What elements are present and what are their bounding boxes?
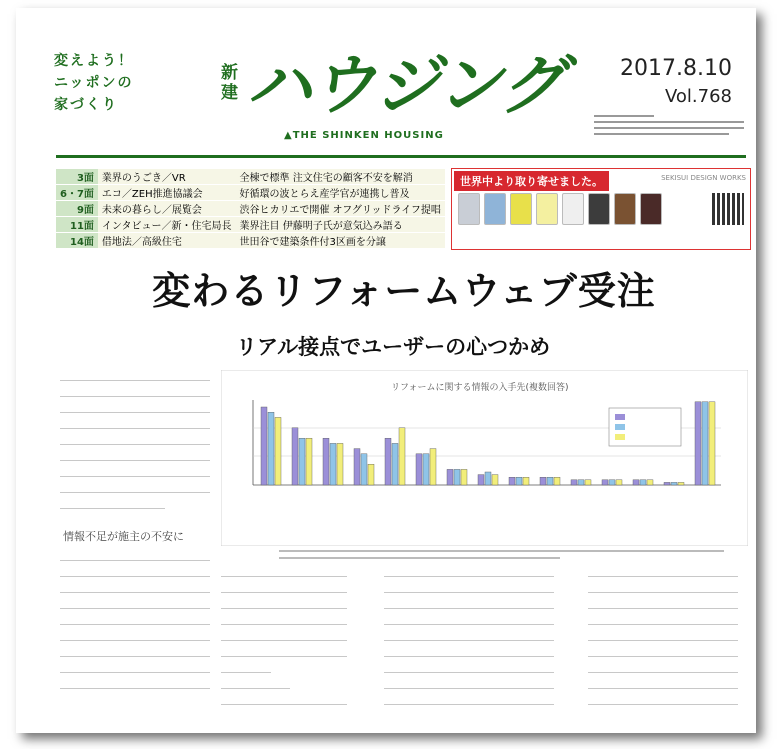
chart-bar: [299, 438, 305, 485]
chart-bar: [354, 449, 360, 485]
toc-section: インタビュー／新・住宅局長: [98, 217, 236, 233]
masthead-rule: [56, 155, 746, 158]
chart-bar: [399, 428, 405, 485]
chart-bar: [709, 402, 715, 485]
chart-bar: [578, 480, 584, 485]
chart-bar: [461, 469, 467, 485]
ad-product-row: [458, 193, 666, 227]
chart-bar: [337, 443, 343, 485]
toc-page: 11面: [56, 217, 98, 233]
toc-section: 未来の暮らし／展覧会: [98, 201, 236, 217]
ad-title: 世界中より取り寄せました。: [454, 171, 609, 191]
chart-bar: [640, 480, 646, 485]
chart-bar: [554, 477, 560, 485]
ad-product: [536, 193, 558, 225]
article-column-2: [221, 576, 347, 720]
chart-bar: [633, 480, 639, 485]
chart-bar: [368, 464, 374, 485]
ad-product: [588, 193, 610, 225]
article-column-3: [384, 576, 554, 720]
article-column-1b: [60, 560, 210, 704]
chart-bar: [602, 480, 608, 485]
chart-bar: [695, 402, 701, 485]
chart-title: リフォームに関する情報の入手先(複数回答): [391, 383, 569, 393]
chart-bar: [678, 482, 684, 485]
masthead-logo-en: ▲THE SHINKEN HOUSING: [284, 130, 444, 141]
chart-bar: [647, 480, 653, 485]
chart-bar: [478, 475, 484, 485]
chart-bar: [492, 475, 498, 485]
ad-product: [640, 193, 662, 225]
chart-bar: [516, 477, 522, 485]
article-column-4: [588, 576, 738, 720]
toc-page: 3面: [56, 169, 98, 185]
slogan-line-1: 変えよう！: [54, 53, 134, 69]
legend-swatch: [615, 424, 625, 430]
chart-bar: [571, 480, 577, 485]
ad-product: [562, 193, 584, 225]
ad-product: [458, 193, 480, 225]
chart-bar: [261, 407, 267, 485]
chart-bar: [268, 412, 274, 485]
ad-product: [614, 193, 636, 225]
masthead-logo: ハウジング: [246, 47, 564, 124]
chart-bar: [423, 454, 429, 485]
info-source-chart: [221, 370, 748, 546]
slogan-line-3: 家づくり: [54, 97, 118, 113]
chart-bar: [275, 417, 281, 485]
toc-section: エコ／ZEH推進協議会: [98, 185, 236, 201]
chart-bar: [330, 443, 336, 485]
chart-bar: [547, 477, 553, 485]
chart-bar: [585, 480, 591, 485]
chart-bar: [702, 402, 708, 485]
subheadline: リアル接点でユーザーの心つかめ: [236, 335, 551, 359]
slogan-line-2: ニッポンの: [54, 75, 134, 91]
toc-topic: 業界注目 伊藤明子氏が意気込み語る: [236, 217, 445, 233]
toc-row[interactable]: [56, 217, 445, 233]
toc-topic: 世田谷で建築条件付3区画を分譲: [236, 233, 445, 249]
ad-product: [510, 193, 532, 225]
chart-bar: [664, 482, 670, 485]
chart-bar: [609, 480, 615, 485]
chart-bar: [323, 438, 329, 485]
chart-bar: [523, 477, 529, 485]
chart-bar: [361, 454, 367, 485]
legend-swatch: [615, 434, 625, 440]
headline: 変わるリフォームウェブ受注: [152, 268, 656, 313]
toc-row[interactable]: [56, 201, 445, 217]
chart-bar: [292, 428, 298, 485]
masthead-logo-en-text: THE SHINKEN HOUSING: [292, 130, 444, 141]
publisher-info: [594, 111, 744, 151]
masthead-shin: 新: [221, 63, 238, 83]
chart-bar: [485, 472, 491, 485]
chart-bar: [430, 449, 436, 485]
masthead-ken: 建: [221, 83, 238, 103]
chart-bar: [306, 438, 312, 485]
table-of-contents: [56, 169, 445, 249]
chart-bar: [540, 477, 546, 485]
newspaper-page: [16, 8, 756, 733]
chart-source-note: [279, 548, 747, 564]
toc-row[interactable]: [56, 185, 445, 201]
advertisement[interactable]: [451, 168, 751, 250]
issue-date: 2017.8.10: [620, 56, 732, 81]
toc-topic: 渋谷ヒカリエで開催 オフグリッドライフ提唱: [236, 201, 445, 217]
chart-bar: [616, 480, 622, 485]
chart-bar: [509, 477, 515, 485]
chart-bar: [416, 454, 422, 485]
masthead-shinken: [221, 63, 243, 103]
qr-code-icon[interactable]: [712, 193, 744, 225]
toc-page: 14面: [56, 233, 98, 249]
chart-bar: [385, 438, 391, 485]
toc-section: 業界のうごき／VR: [98, 169, 236, 185]
toc-row[interactable]: [56, 233, 445, 249]
toc-topic: 好循環の波とらえ産学官が連携し普及: [236, 185, 445, 201]
chart-bar: [454, 469, 460, 485]
toc-topic: 全棟で標準 注文住宅の顧客不安を解消: [236, 169, 445, 185]
toc-page: 9面: [56, 201, 98, 217]
ad-product: [484, 193, 506, 225]
toc-row[interactable]: [56, 169, 445, 185]
ad-brand: SEKISUI DESIGN WORKS: [661, 174, 746, 182]
chart-bar: [447, 469, 453, 485]
issue-volume: Vol.768: [664, 86, 732, 107]
section-heading: 情報不足が施主の不安に: [63, 530, 184, 543]
toc-page: 6・7面: [56, 185, 98, 201]
chart-bar: [392, 443, 398, 485]
legend-swatch: [615, 414, 625, 420]
toc-section: 借地法／高級住宅: [98, 233, 236, 249]
slogan: [54, 50, 184, 116]
article-column-1: [60, 380, 210, 524]
chart-bar: [671, 482, 677, 485]
